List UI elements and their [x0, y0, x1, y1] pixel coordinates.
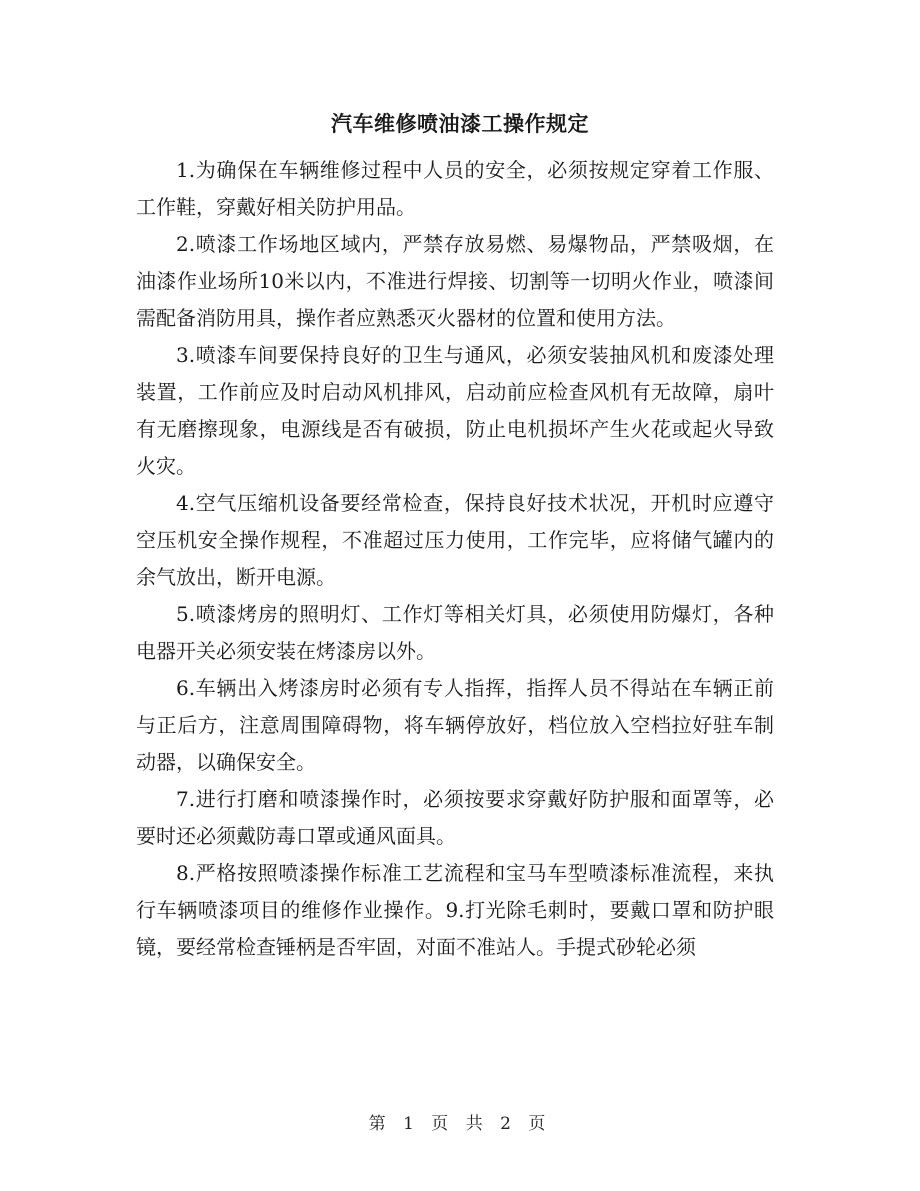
paragraph-8: 8.严格按照喷漆操作标准工艺流程和宝马车型喷漆标准流程，来执行车辆喷漆项目的维修作业操作。9.打光除毛刺时，要戴口罩和防护眼镜，要经常检查锤柄是否牢固，对面不准站人。手提式砂轮必须	[136, 861, 774, 959]
paragraph-3: 3.喷漆车间要保持良好的卫生与通风，必须安装抽风机和废漆处理装置，工作前应及时启动风机排风，启动前应检查风机有无故障，扇叶有无磨擦现象，电源线是否有破损，防止电机损坏产生火花或起火导致火灾。	[136, 343, 774, 478]
paragraph-2: 2.喷漆工作场地区域内，严禁存放易燃、易爆物品，严禁吸烟，在油漆作业场所10米以内，不准进行焊接、切割等一切明火作业，喷漆间需配备消防用具，操作者应熟悉灭火器材的位置和使用方法。	[136, 232, 774, 330]
document-title: 汽车维修喷油漆工操作规定	[331, 112, 589, 136]
paragraph-1: 1.为确保在车辆维修过程中人员的安全，必须按规定穿着工作服、工作鞋，穿戴好相关防护用品。	[136, 158, 774, 219]
paragraph-7: 7.进行打磨和喷漆操作时，必须按要求穿戴好防护服和面罩等，必要时还必须戴防毒口罩或通风面具。	[136, 787, 774, 848]
page-footer: 第 1 页 共 2 页	[368, 1114, 552, 1134]
paragraph-5: 5.喷漆烤房的照明灯、工作灯等相关灯具，必须使用防爆灯，各种电器开关必须安装在烤漆房以外。	[136, 602, 774, 663]
paragraph-6: 6.车辆出入烤漆房时必须有专人指挥，指挥人员不得站在车辆正前与正后方，注意周围障碍物，将车辆停放好，档位放入空档拉好驻车制动器，以确保安全。	[136, 676, 774, 774]
document-body	[136, 152, 774, 966]
paragraph-4: 4.空气压缩机设备要经常检查，保持良好技术状况，开机时应遵守空压机安全操作规程，不准超过压力使用，工作完毕，应将储气罐内的余气放出，断开电源。	[136, 491, 774, 589]
